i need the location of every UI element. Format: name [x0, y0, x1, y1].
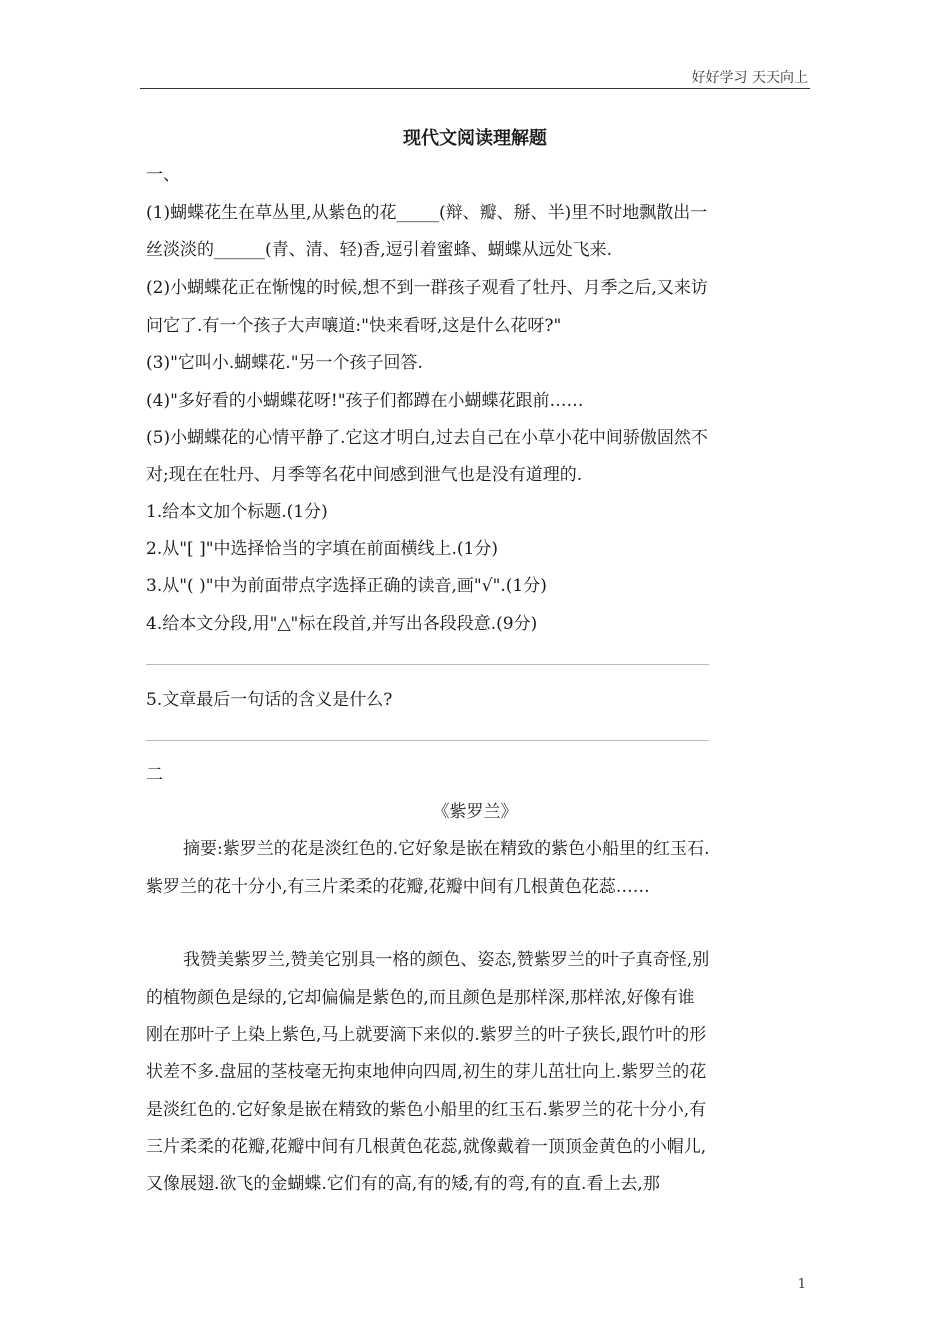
header-rule — [140, 88, 810, 89]
document-title: 现代文阅读理解题 — [403, 128, 547, 149]
paragraph-line: 问它了.有一个孩子大声嚷道:"快来看呀,这是什么花呀?" — [146, 316, 562, 336]
body-line: 的植物颜色是绿的,它却偏偏是紫色的,而且颜色是那样深,那样浓,好像有谁 — [146, 988, 695, 1008]
answer-line — [146, 664, 709, 665]
paragraph-line: (5)小蝴蝶花的心情平静了.它这才明白,过去自己在小草小花中间骄傲固然不 — [146, 428, 708, 448]
question-3: 3.从"( )"中为前面带点字选择正确的读音,画"√".(1分) — [146, 576, 547, 596]
question-1: 1.给本文加个标题.(1分) — [146, 502, 328, 522]
body-line: 又像展翅.欲飞的金蝴蝶.它们有的高,有的矮,有的弯,有的直.看上去,那 — [146, 1174, 660, 1194]
paragraph-line: (3)"它叫小.蝴蝶花."另一个孩子回答. — [146, 353, 423, 373]
paragraph-line: 丝淡淡的______(青、清、轻)香,逗引着蜜蜂、蝴蝶从远处飞来. — [146, 240, 613, 260]
section-one-heading: 一、 — [146, 165, 180, 185]
question-5: 5.文章最后一句话的含义是什么? — [146, 690, 393, 710]
passage-title: 《紫罗兰》 — [432, 802, 518, 822]
header-text: 好好学习 天天向上 — [691, 70, 808, 86]
body-line: 三片柔柔的花瓣,花瓣中间有几根黄色花蕊,就像戴着一顶顶金黄色的小帽儿, — [146, 1137, 707, 1157]
body-line: 是淡红色的.它好象是嵌在精致的紫色小船里的红玉石.紫罗兰的花十分小,有 — [146, 1100, 707, 1120]
page-number: 1 — [797, 1277, 806, 1292]
body-line: 状差不多.盘屈的茎枝毫无拘束地伸向四周,初生的芽儿茁壮向上.紫罗兰的花 — [146, 1062, 707, 1082]
body-line: 我赞美紫罗兰,赞美它别具一格的颜色、姿态,赞紫罗兰的叶子真奇怪,别 — [183, 950, 710, 970]
paragraph-line: 对;现在在牡丹、月季等名花中间感到泄气也是没有道理的. — [146, 465, 583, 485]
summary-line: 紫罗兰的花十分小,有三片柔柔的花瓣,花瓣中间有几根黄色花蕊…… — [146, 877, 650, 897]
summary-line: 摘要:紫罗兰的花是淡红色的.它好象是嵌在精致的紫色小船里的红玉石. — [183, 839, 710, 859]
body-line: 刚在那叶子上染上紫色,马上就要滴下来似的.紫罗兰的叶子狭长,跟竹叶的形 — [146, 1025, 707, 1045]
answer-line — [146, 740, 709, 741]
section-two-heading: 二 — [146, 765, 163, 785]
paragraph-line: (1)蝴蝶花生在草丛里,从紫色的花_____(辩、瓣、掰、半)里不时地飘散出一 — [146, 203, 708, 223]
question-4: 4.给本文分段,用"△"标在段首,并写出各段段意.(9分) — [146, 614, 538, 634]
question-2: 2.从"[ ]"中选择恰当的字填在前面横线上.(1分) — [146, 539, 499, 559]
paragraph-line: (2)小蝴蝶花正在惭愧的时候,想不到一群孩子观看了牡丹、月季之后,又来访 — [146, 278, 708, 298]
paragraph-line: (4)"多好看的小蝴蝶花呀!"孩子们都蹲在小蝴蝶花跟前…… — [146, 391, 584, 411]
